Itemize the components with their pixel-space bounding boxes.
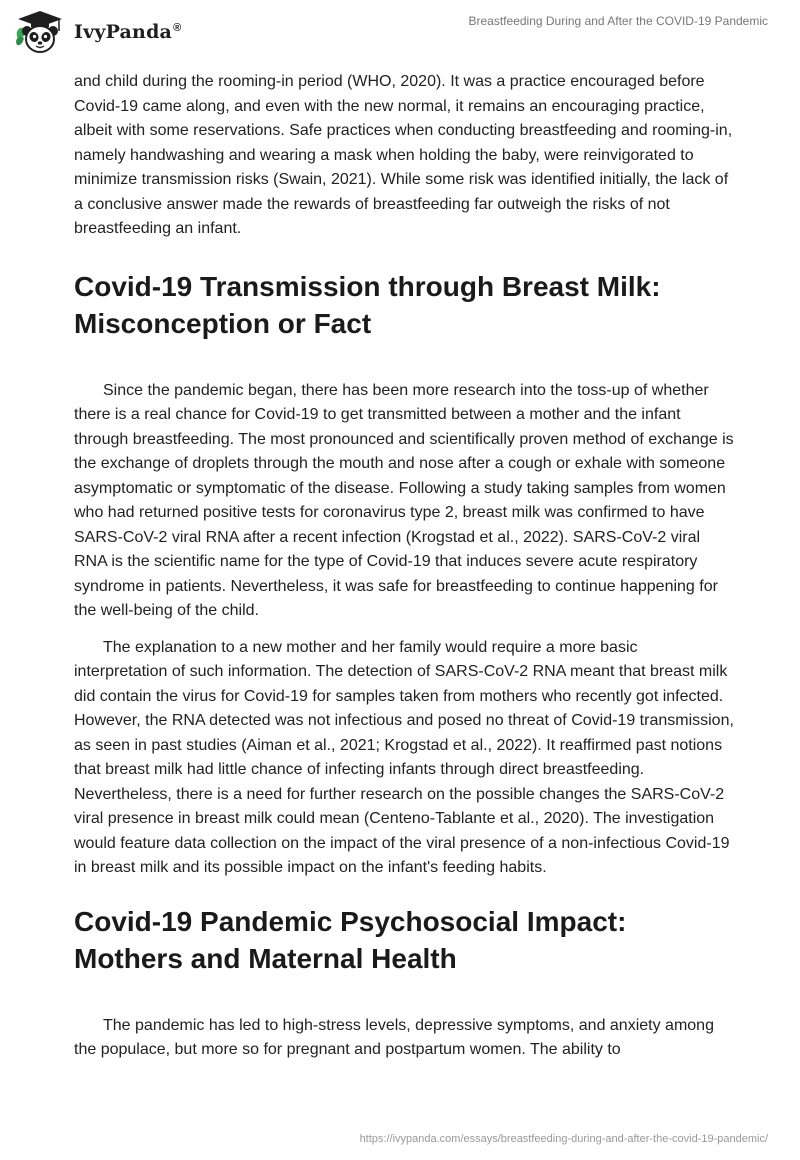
page-header bbox=[0, 0, 800, 62]
document-title: Breastfeeding During and After the COVID-19 Pandemic bbox=[468, 14, 768, 28]
section1-paragraph-2: The explanation to a new mother and her family would require a more basic interpretation of such information. The detection of SARS-CoV-2 RNA meant that breast milk did contain the virus for Covid-19 for samples taken from mothers who recently got infected. However, the RNA detected was not infectious and posed no threat of Covid-19 transmission, as seen in past studies (Aiman et al., 2021; Krogstad et al., 2022). It reaffirmed past notions that breast milk had little chance of infecting infants through direct breastfeeding. Nevertheless, there is a need for further research on the possible changes the SARS-CoV-2 viral presence in breast milk could mean (Centeno-Tablante et al., 2020). The investigation would feature data collection on the impact of the viral presence of a non-infectious Covid-19 in breast milk and its possible impact on the infant's feeding habits. bbox=[74, 638, 734, 876]
section1-paragraph-1: Since the pandemic began, there has been more research into the toss-up of whether there is a real chance for Covid-19 to get transmitted between a mother and the infant through breastfeeding. The most pronounced and scientifically proven method of exchange is the exchange of droplets through the mouth and nose after a cough or exhale with someone asymptomatic or symptomatic of the disease. Following a study taking samples from women who had returned positive tests for coronavirus type 2, breast milk was confirmed to have SARS-CoV-2 viral RNA after a recent infection (Krogstad et al., 2022). SARS-CoV-2 viral RNA is the scientific name for the type of Covid-19 that induces severe acute respiratory syndrome in patients. Nevertheless, it was safe for breastfeeding to continue happening for the well-being of the child. bbox=[74, 381, 734, 619]
brand-name: IvyPanda® bbox=[74, 21, 182, 43]
panda-graduate-icon bbox=[14, 9, 66, 55]
intro-paragraph: and child during the rooming-in period (WHO, 2020). It was a practice encouraged before Covid-19 came along, and even with the new normal, it remains an encouraging practice, albeit with some reservations. Safe practices when conducting breastfeeding and rooming-in, namely handwashing and wearing a mask when holding the baby, were reinvigorated to minimize transmission risks (Swain, 2021). While some risk was identified initially, the lack of a conclusive answer made the rewards of breastfeeding far outweigh the risks of not breastfeeding an infant. bbox=[74, 73, 733, 237]
section-heading-psychosocial: Covid-19 Pandemic Psychosocial Impact: Mothers and Maternal Health bbox=[74, 905, 627, 974]
essay-body bbox=[74, 70, 734, 1063]
brand-logo[interactable] bbox=[14, 9, 181, 55]
source-url[interactable]: https://ivypanda.com/essays/breastfeeding-during-and-after-the-covid-19-pandemic/ bbox=[359, 1133, 768, 1145]
section2-paragraph-1: The pandemic has led to high-stress levels, depressive symptoms, and anxiety among the populace, but more so for pregnant and postpartum women. The ability to bbox=[74, 1016, 714, 1058]
registered-mark: ® bbox=[173, 21, 182, 34]
section-heading-transmission: Covid-19 Transmission through Breast Milk: Misconception or Fact bbox=[74, 270, 661, 339]
